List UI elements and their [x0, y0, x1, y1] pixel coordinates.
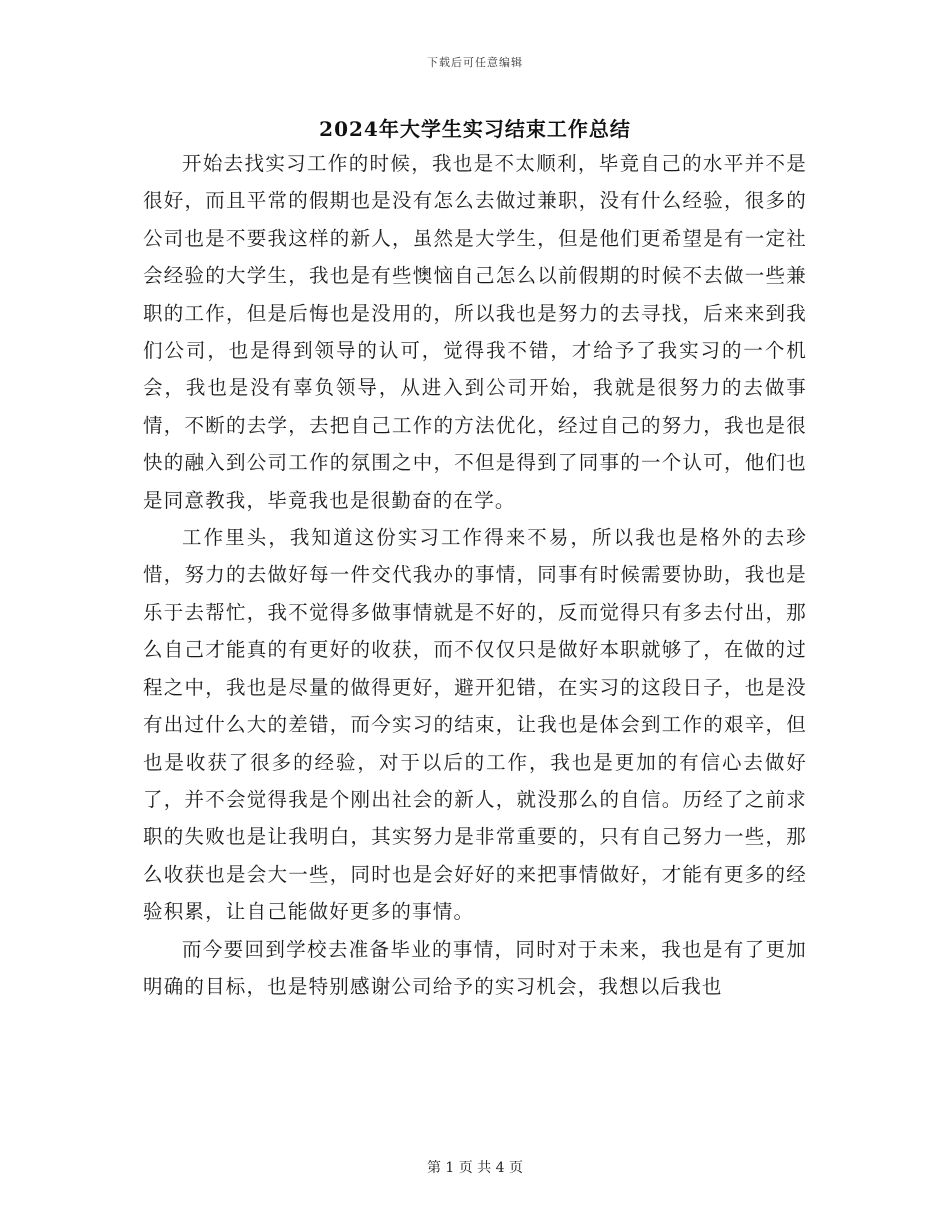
paragraph-3: 而今要回到学校去准备毕业的事情，同时对于未来，我也是有了更加明确的目标，也是特别感谢公司给予的实习机会，我想以后我也 [143, 937, 807, 998]
document-title: 2024年大学生实习结束工作总结 [319, 117, 631, 141]
page-number-footer: 第 1 页 共 4 页 [426, 1160, 524, 1176]
document-body [143, 145, 807, 1005]
paragraph-2: 工作里头，我知道这份实习工作得来不易，所以我也是格外的去珍惜，努力的去做好每一件交代我办的事情，同事有时候需要协助，我也是乐于去帮忙，我不觉得多做事情就是不好的，反而觉得只有多去付出，那么自己才能真的有更好的收获，而不仅仅只是做好本职就够了，在做的过程之中，我也是尽量的做得更好，避开犯错，在实习的这段日子，也是没有出过什么大的差错，而今实习的结束，让我也是体会到工作的艰辛，但也是收获了很多的经验，对于以后的工作，我也是更加的有信心去做好了，并不会觉得我是个刚出社会的新人，就没那么的自信。历经了之前求职的失败也是让我明白，其实努力是非常重要的，只有自己努力一些，那么收获也是会大一些，同时也是会好好的来把事情做好，才能有更多的经验积累，让自己能做好更多的事情。 [143, 526, 807, 924]
paragraph-1: 开始去找实习工作的时候，我也是不太顺利，毕竟自己的水平并不是很好，而且平常的假期也是没有怎么去做过兼职，没有什么经验，很多的公司也是不要我这样的新人，虽然是大学生，但是他们更希望是有一定社会经验的大学生，我也是有些懊恼自己怎么以前假期的时候不去做一些兼职的工作，但是后悔也是没用的，所以我也是努力的去寻找，后来来到我们公司，也是得到领导的认可，觉得我不错，才给予了我实习的一个机会，我也是没有辜负领导，从进入到公司开始，我就是很努力的去做事情，不断的去学，去把自己工作的方法优化，经过自己的努力，我也是很快的融入到公司工作的氛围之中，不但是得到了同事的一个认可，他们也是同意教我，毕竟我也是很勤奋的在学。 [143, 152, 807, 512]
page-header: 下载后可任意编辑 [427, 56, 523, 69]
